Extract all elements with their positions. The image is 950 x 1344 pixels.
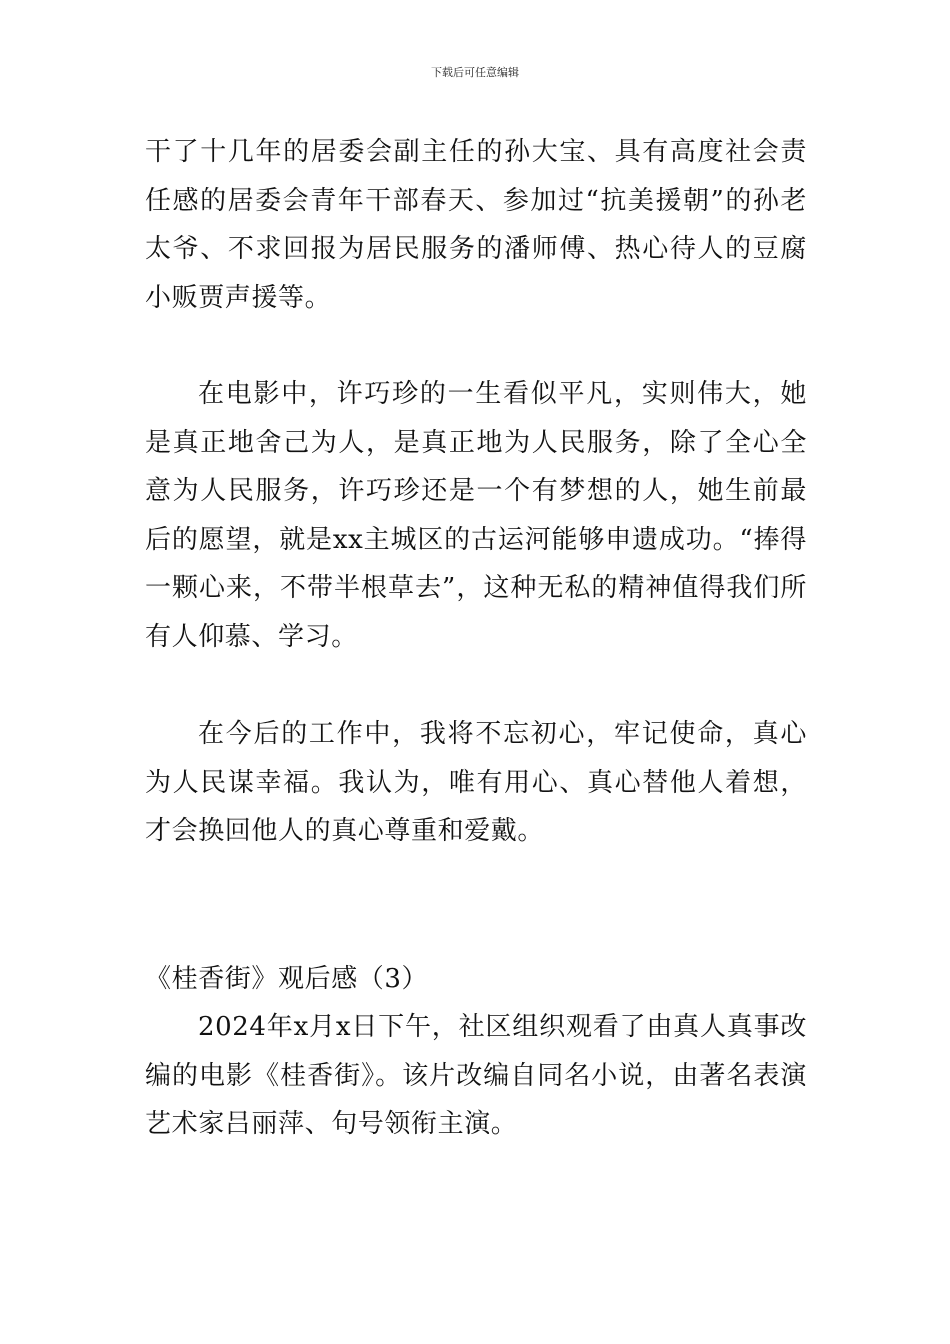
paragraph-future-work: 在今后的工作中，我将不忘初心，牢记使命，真心为人民谋幸福。我认为，唯有用心、真心替他人着想，才会换回他人的真心尊重和爱戴。 <box>145 719 807 846</box>
paragraph-residents: 干了十几年的居委会副主任的孙大宝、具有高度社会责任感的居委会青年干部春天、参加过“抗美援朝”的孙老太爷、不求回报为居民服务的潘师傅、热心待人的豆腐小贩贾声援等。 <box>145 137 807 313</box>
section-title: 《桂香街》观后感（3） <box>145 963 429 994</box>
document-body <box>145 128 807 1149</box>
paragraph-xu-qiaozhen: 在电影中，许巧珍的一生看似平凡，实则伟大，她是真正地舍己为人，是真正地为人民服务，除了全心全意为人民服务，许巧珍还是一个有梦想的人，她生前最后的愿望，就是xx主城区的古运河能够申遗成功。“捧得一颗心来，不带半根草去”，这种无私的精神值得我们所有人仰慕、学习。 <box>145 379 807 652</box>
paragraph-screening: 2024年x月x日下午，社区组织观看了由真人真事改编的电影《桂香街》。该片改编自同名小说，由著名表演艺术家吕丽萍、句号领衔主演。 <box>145 1012 807 1139</box>
page-header-note: 下载后可任意编辑 <box>431 66 519 79</box>
